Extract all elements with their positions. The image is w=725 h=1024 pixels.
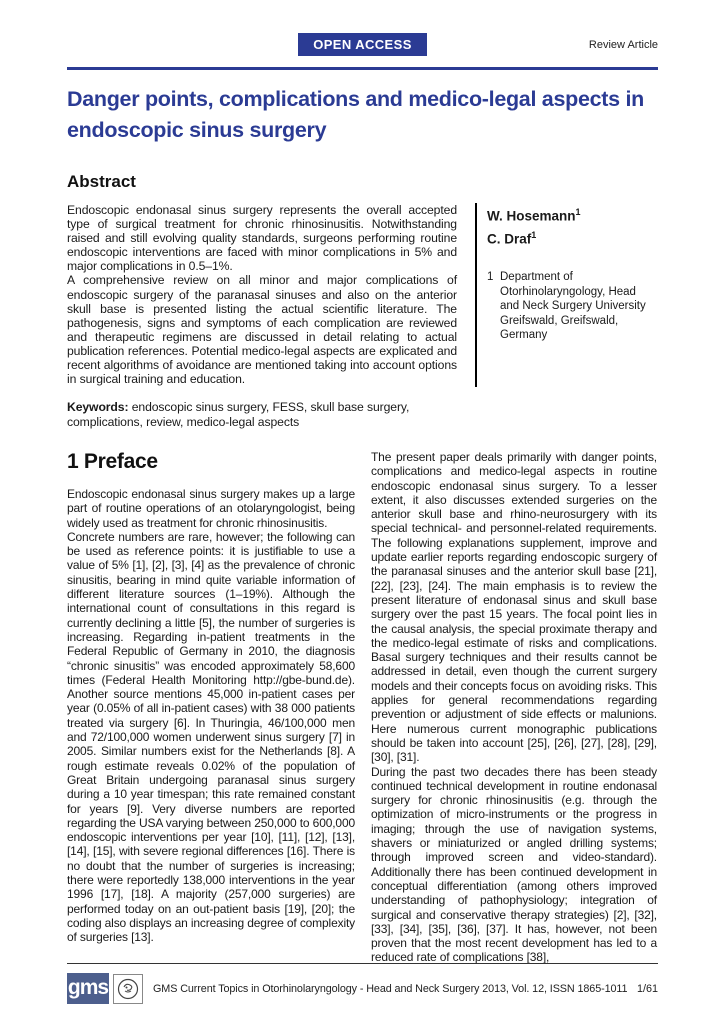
author-block [475,203,658,387]
affiliation-list [487,270,658,343]
affiliation-text: Department of Otorhinolaryngology, Head and Neck Surgery University Greifswald, Greifswald, Germany [500,271,646,341]
open-access-badge: OPEN ACCESS [298,33,427,56]
page-header [67,0,658,56]
footer-row [67,973,658,1004]
abstract-section [67,203,658,387]
author-affiliation-marker: 1 [531,229,537,240]
author-name [487,203,658,226]
body-left-column [67,450,355,965]
abstract-heading: Abstract [67,172,136,191]
author-name-text: W. Hosemann [487,208,576,224]
body-columns [67,450,658,965]
keywords-label: Keywords: [67,400,129,414]
affiliation-number: 1 [487,271,494,283]
seal-graphic [117,978,139,1000]
article-type-label: Review Article [588,39,658,51]
keywords-text: endoscopic sinus surgery, FESS, skull base surgery, complications, review, medico-legal aspects [67,400,410,429]
body-paragraph: The present paper deals primarily with danger points, complications and medico-legal aspects in routine endoscopic endonasal sinus surgery. To a lesser extent, it also discusses extended surgeries on the anterior skull base and rhino-neurosurgery with its special technical- and personnel-related requirements. The following explanations supplement, improve and update earlier reports regarding endoscopic surgery of the paranasal sinuses and the anterior skull base [21], [22], [23], [24]. The main emphasis is to review the present literature of endonasal sinus and skull base surgery over the past 15 years. The focal point lies in the causal analysis, the special proximate therapy and the medico-legal estimate of risks and complications. Basal surgery techniques and their results cannot be addressed in detail, even though the current surgery models and their concepts focus on avoiding risks. This applies for general recommendations regarding prevention or adjustment of side effects or malunions. Here numerous current monographic publications should be taken into account [25], [26], [27], [28], [29], [30], [31]. [371,450,657,765]
journal-citation: GMS Current Topics in Otorhinolaryngology - Head and Neck Surgery 2013, Vol. 12, ISSN 1865-1011 [153,982,628,995]
page-title: Danger points, complications and medico-legal aspects in endoscopic sinus surgery [67,87,644,142]
header-rule [67,67,658,70]
page-number: 1/61 [636,982,658,995]
gms-logo: gms [67,973,109,1004]
author-name [487,226,658,249]
body-paragraph: During the past two decades there has been steady continued technical development in routine endonasal surgery for chronic rhinosinusitis (e.g. through the optimization of micro-instruments or the progress in imaging; through the use of navigation systems, shavers or miniaturized or angled drilling systems; through improved screen and video-standard). Additionally there has been continued development in conceptual differentiation (among others improved understanding of pathophysiology; integration of surgical and conservative therapy strategies) [2], [32], [33], [34], [35], [36], [37]. It has, however, not been proven that the most recent development has led to a reduced rate of complications [38], [371,764,657,965]
page-footer [67,963,658,1004]
gms-seal-icon [113,974,143,1004]
body-right-column [371,450,657,965]
section-heading: 1 Preface [67,450,158,473]
abstract-paragraph: A comprehensive review on all minor and major complications of endoscopic surgery of the paranasal sinuses and also on the anterior skull base is presented listing the actual scientific literature. The pathogenesis, signs and symptoms of each complication are reviewed and therapeutic regimens are discussed in detail relating to actual publication references. Potential medico-legal aspects are explicated and recent algorithms of avoidance are mentioned taking into account options in surgical training and education. [67,273,457,387]
abstract-text [67,203,457,386]
author-affiliation-marker: 1 [575,207,581,217]
body-paragraph: Concrete numbers are rare, however; the following can be used as reference points: it is justifiable to use a value of 5% [1], [2], [3], [4] as the prevalence of chronic sinusitis, bearing in mind quite variable information of different literature sources (1–19%). Although the international count of consultations in this regard is currently declining a little [5], the number of surgeries is increasing. Regarding in-patient treatments in the Federal Republic of Germany in 2010, the diagnosis “chronic sinusitis” was encoded approximately 58,600 times (Federal Health Monitoring http://gbe-bund.de). Another source mentions 45,000 in-patient cases per year (0.05% of all in-patient cases) with 38 000 patients treated via surgery [6]. In Thuringia, 46/100,000 men and 72/100,000 women underwent sinus surgery [7] in 2005. Similar numbers exist for the Netherlands [8]. A rough estimate reveals 0.02% of the population of Great Britain undergoing paranasal sinus surgery during a 10 year timespan; this rate remained constant for years [9]. Very diverse numbers are reported regarding the USA varying between 250,000 to 600,000 endoscopic interventions per year [10], [11], [12], [13], [14], [15], with severe regional differences [16]. There is no doubt that the number of surgeries is increasing; there were reportedly 138,000 interventions in the year 1996 [17], [18]. A majority (257,000 surgeries) are performed today on an out-patient basis [19], [20]; the coding also displays an increasing degree of complexity of surgeries [13]. [67,529,355,945]
abstract-paragraph: Endoscopic endonasal sinus surgery represents the overall accepted type of surgical treatment for chronic rhinosinusitis. Notwithstanding raised and still evolving quality standards, surgeons performing routine endoscopic interventions are faced with minor complications in 5% and major complications in 0.5–1%. [67,203,457,274]
keywords [67,400,457,429]
body-paragraph: Endoscopic endonasal sinus surgery makes up a large part of routine operations of an otolaryngologist, being widely used as treatment for chronic rhinosinusitis. [67,487,355,530]
affiliation-item [487,270,658,343]
author-name-text: C. Draf [487,231,532,246]
